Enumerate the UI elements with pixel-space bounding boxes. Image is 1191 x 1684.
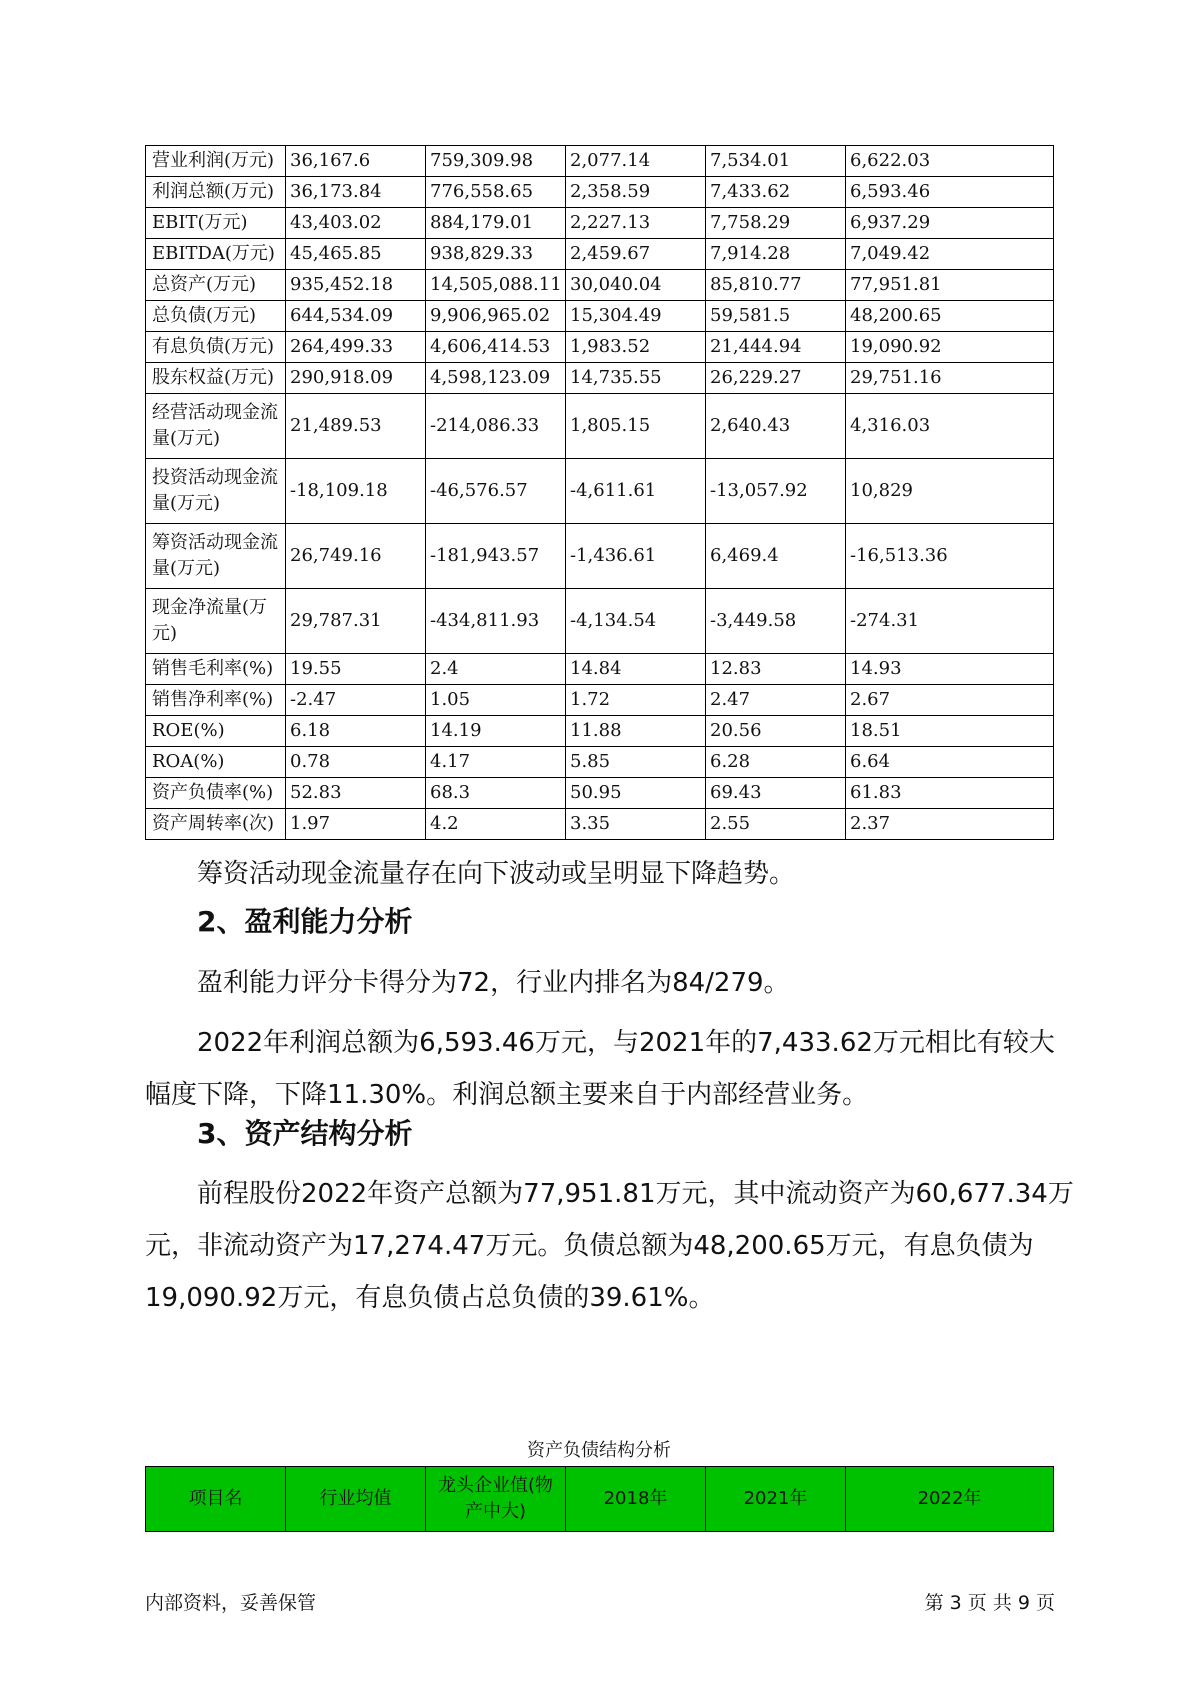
table-cell: 52.83 (286, 778, 426, 809)
table-cell: 7,433.62 (706, 177, 846, 208)
table-cell: 14,735.55 (566, 363, 706, 394)
table-row (146, 778, 1054, 809)
row-label: 资产负债率(%) (146, 778, 286, 809)
row-label: 总资产(万元) (146, 270, 286, 301)
table-cell: 14,505,088.11 (426, 270, 566, 301)
table-cell: -4,611.61 (566, 459, 706, 524)
table-cell: 4.2 (426, 809, 566, 840)
table-cell: 1,805.15 (566, 394, 706, 459)
table-cell: -46,576.57 (426, 459, 566, 524)
row-label: 销售净利率(%) (146, 685, 286, 716)
table-cell: 1.97 (286, 809, 426, 840)
table-cell: 12.83 (706, 654, 846, 685)
table-cell: -274.31 (846, 589, 1054, 654)
table-cell: 69.43 (706, 778, 846, 809)
table-row (146, 208, 1054, 239)
table-row (146, 301, 1054, 332)
table-cell: 0.78 (286, 747, 426, 778)
table-cell: 85,810.77 (706, 270, 846, 301)
table-cell: 2.4 (426, 654, 566, 685)
table-cell: 26,229.27 (706, 363, 846, 394)
row-label: 销售毛利率(%) (146, 654, 286, 685)
table-cell: 59,581.5 (706, 301, 846, 332)
table-cell: 776,558.65 (426, 177, 566, 208)
table-cell: 6.18 (286, 716, 426, 747)
table-cell: 10,829 (846, 459, 1054, 524)
table-caption: 资产负债结构分析 (527, 1440, 671, 1461)
row-label: 总负债(万元) (146, 301, 286, 332)
table-cell: 68.3 (426, 778, 566, 809)
table-cell: 36,173.84 (286, 177, 426, 208)
table-cell: 9,906,965.02 (426, 301, 566, 332)
row-label: ROA(%) (146, 747, 286, 778)
table-cell: 11.88 (566, 716, 706, 747)
table-cell: -4,134.54 (566, 589, 706, 654)
table-cell: 19,090.92 (846, 332, 1054, 363)
section-heading-asset-structure: 3、资产结构分析 (197, 1117, 413, 1150)
row-label: 有息负债(万元) (146, 332, 286, 363)
header-cell: 项目名 (146, 1467, 286, 1532)
table-cell: -181,943.57 (426, 524, 566, 589)
header-cell: 2021年 (706, 1467, 846, 1532)
row-label: 投资活动现金流量(万元) (146, 459, 286, 524)
table-cell: 43,403.02 (286, 208, 426, 239)
table-cell: 5.85 (566, 747, 706, 778)
table-cell: 7,914.28 (706, 239, 846, 270)
table-cell: 18.51 (846, 716, 1054, 747)
header-cell: 2018年 (566, 1467, 706, 1532)
paragraph-profitability-score: 盈利能力评分卡得分为72，行业内排名为84/279。 (197, 968, 790, 998)
row-label: 资产周转率(次) (146, 809, 286, 840)
table-cell: 6,622.03 (846, 146, 1054, 177)
table-cell: -2.47 (286, 685, 426, 716)
row-label: 经营活动现金流量(万元) (146, 394, 286, 459)
section-heading-profitability: 2、盈利能力分析 (197, 905, 413, 938)
header-cell: 2022年 (846, 1467, 1054, 1532)
table-row (146, 332, 1054, 363)
table-cell: 935,452.18 (286, 270, 426, 301)
table-row (146, 685, 1054, 716)
table-cell: 6,593.46 (846, 177, 1054, 208)
table-cell: -3,449.58 (706, 589, 846, 654)
table-row (146, 747, 1054, 778)
table-row (146, 654, 1054, 685)
table-row (146, 524, 1054, 589)
table-cell: 21,489.53 (286, 394, 426, 459)
balance-structure-table (145, 1466, 1054, 1532)
table-cell: 20.56 (706, 716, 846, 747)
table-cell: 21,444.94 (706, 332, 846, 363)
table-cell: 6,937.29 (846, 208, 1054, 239)
table-cell: 45,465.85 (286, 239, 426, 270)
header-cell: 龙头企业值(物产中大) (426, 1467, 566, 1532)
table-cell: 14.19 (426, 716, 566, 747)
row-label: 股东权益(万元) (146, 363, 286, 394)
row-label: EBITDA(万元) (146, 239, 286, 270)
table-row (146, 589, 1054, 654)
row-label: 利润总额(万元) (146, 177, 286, 208)
table-cell: 2.55 (706, 809, 846, 840)
table-cell: 2,358.59 (566, 177, 706, 208)
table-cell: 15,304.49 (566, 301, 706, 332)
table-cell: 4.17 (426, 747, 566, 778)
table-cell: 29,787.31 (286, 589, 426, 654)
table-cell: 2,227.13 (566, 208, 706, 239)
table-cell: 2,077.14 (566, 146, 706, 177)
table-row (146, 270, 1054, 301)
table-row (146, 146, 1054, 177)
table-cell: 1.72 (566, 685, 706, 716)
table-row (146, 716, 1054, 747)
table-cell: -1,436.61 (566, 524, 706, 589)
table-cell: 6.64 (846, 747, 1054, 778)
table-cell: -434,811.93 (426, 589, 566, 654)
table-cell: 14.93 (846, 654, 1054, 685)
header-cell: 行业均值 (286, 1467, 426, 1532)
table-cell: 884,179.01 (426, 208, 566, 239)
table-cell: 759,309.98 (426, 146, 566, 177)
table-cell: 61.83 (846, 778, 1054, 809)
financial-indicators-table (145, 145, 1054, 840)
table-cell: 14.84 (566, 654, 706, 685)
table-cell: 6,469.4 (706, 524, 846, 589)
table-cell: 644,534.09 (286, 301, 426, 332)
table-row (146, 809, 1054, 840)
table-cell: 2.37 (846, 809, 1054, 840)
table-cell: 938,829.33 (426, 239, 566, 270)
table-cell: 2,459.67 (566, 239, 706, 270)
table-cell: -13,057.92 (706, 459, 846, 524)
table-cell: 77,951.81 (846, 270, 1054, 301)
table-cell: 6.28 (706, 747, 846, 778)
row-label: 筹资活动现金流量(万元) (146, 524, 286, 589)
row-label: EBIT(万元) (146, 208, 286, 239)
table-cell: 4,316.03 (846, 394, 1054, 459)
table-cell: 7,758.29 (706, 208, 846, 239)
row-label: 现金净流量(万元) (146, 589, 286, 654)
table-row (146, 239, 1054, 270)
table-header-row (146, 1467, 1054, 1532)
table-row (146, 177, 1054, 208)
paragraph-asset-structure: 前程股份2022年资产总额为77,951.81万元，其中流动资产为60,677.34万元，非流动资产为17,274.47万元。负债总额为48,200.65万元，有息负债为19,090.92万元，有息负债占总负债的39.61%。 (145, 1179, 1074, 1313)
table-cell: 29,751.16 (846, 363, 1054, 394)
table-row (146, 394, 1054, 459)
table-cell: 1.05 (426, 685, 566, 716)
table-row (146, 363, 1054, 394)
table-cell: 30,040.04 (566, 270, 706, 301)
table-cell: 7,534.01 (706, 146, 846, 177)
table-cell: 4,598,123.09 (426, 363, 566, 394)
row-label: 营业利润(万元) (146, 146, 286, 177)
paragraph-financing-trend: 筹资活动现金流量存在向下波动或呈明显下降趋势。 (197, 859, 796, 889)
table-cell: 290,918.09 (286, 363, 426, 394)
table-cell: 19.55 (286, 654, 426, 685)
table-cell: 4,606,414.53 (426, 332, 566, 363)
table-cell: 26,749.16 (286, 524, 426, 589)
table-cell: 3.35 (566, 809, 706, 840)
table-cell: -16,513.36 (846, 524, 1054, 589)
footer-confidential: 内部资料，妥善保管 (145, 1592, 317, 1614)
footer-page-number: 第 3 页 共 9 页 (924, 1592, 1055, 1614)
table-cell: 7,049.42 (846, 239, 1054, 270)
row-label: ROE(%) (146, 716, 286, 747)
table-cell: 48,200.65 (846, 301, 1054, 332)
table-cell: -18,109.18 (286, 459, 426, 524)
paragraph-profit-total: 2022年利润总额为6,593.46万元，与2021年的7,433.62万元相比有较大幅度下降，下降11.30%。利润总额主要来自于内部经营业务。 (145, 1028, 1055, 1110)
table-cell: 2,640.43 (706, 394, 846, 459)
table-cell: 1,983.52 (566, 332, 706, 363)
table-cell: 2.67 (846, 685, 1054, 716)
table-cell: 50.95 (566, 778, 706, 809)
table-cell: 36,167.6 (286, 146, 426, 177)
table-cell: 2.47 (706, 685, 846, 716)
table-cell: 264,499.33 (286, 332, 426, 363)
table-row (146, 459, 1054, 524)
table-cell: -214,086.33 (426, 394, 566, 459)
